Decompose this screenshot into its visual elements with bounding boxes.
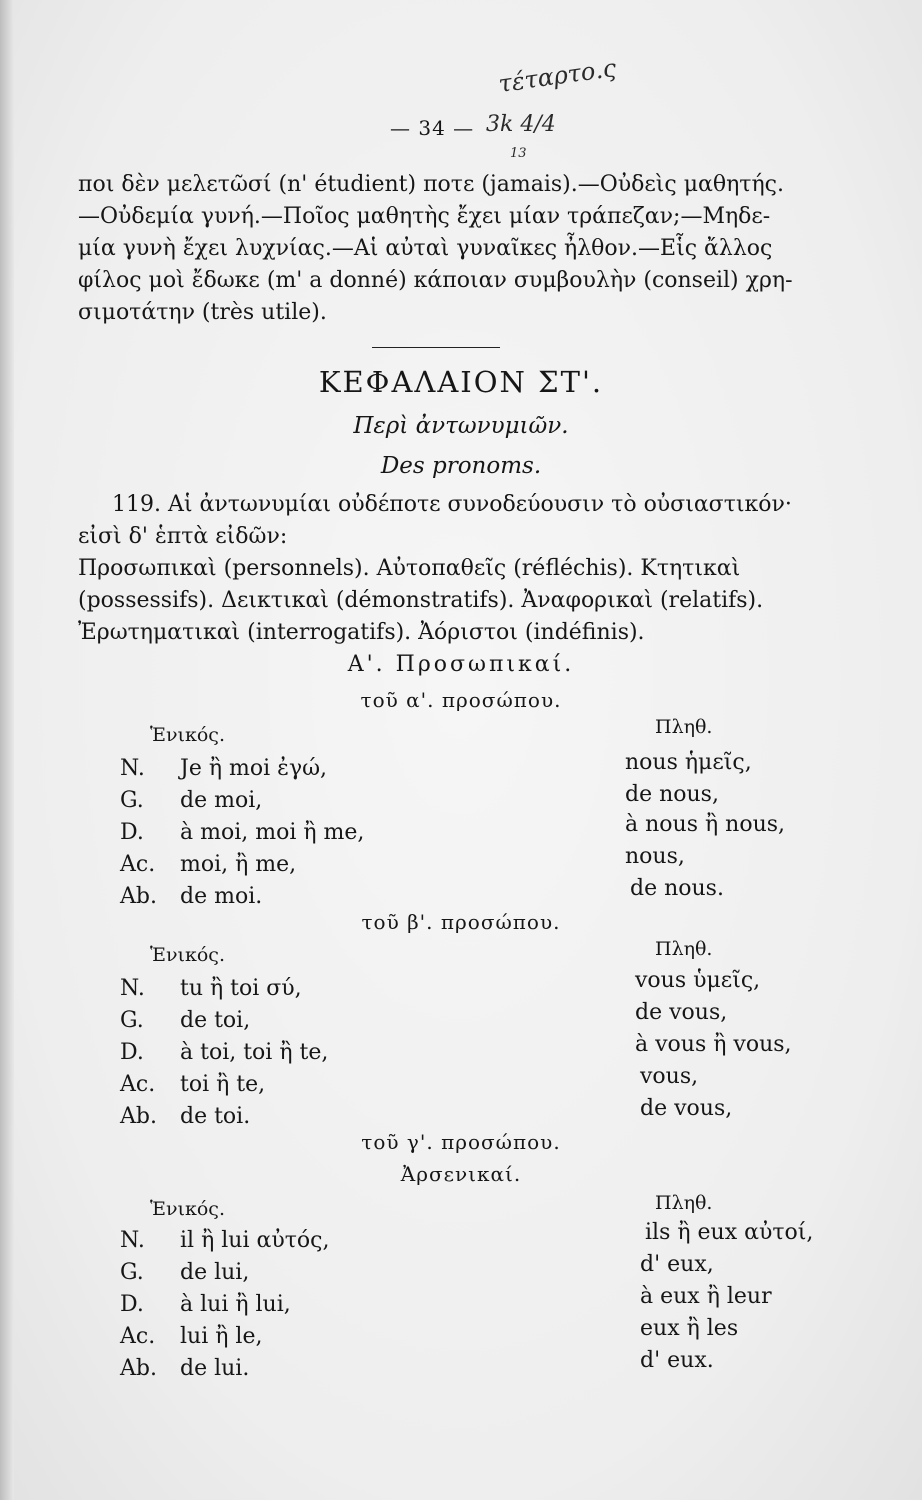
- plural-form: à nous ἢ nous,: [625, 812, 786, 837]
- case-label: D.: [120, 820, 144, 845]
- person-title: τοῦ γ'. προσώπου.: [361, 1130, 561, 1154]
- intro-line: —Οὐδεμία γυνή.—Ποῖος μαθητὴς ἔχει μίαν τράπεζαν;—Μηδε-: [78, 204, 771, 229]
- table-row: [120, 1228, 329, 1253]
- singular-form: Je ἢ moi ἐγώ,: [180, 756, 328, 781]
- gender-title: Ἀρσενικαί.: [400, 1162, 522, 1186]
- plural-form: d' eux.: [640, 1348, 714, 1373]
- case-label: D.: [120, 1040, 144, 1065]
- handwritten-shelfmark: 3k 4/4: [486, 112, 556, 137]
- table-row: [120, 756, 327, 781]
- case-label: G.: [120, 788, 144, 813]
- singular-header: Ἑνικός.: [150, 944, 225, 966]
- table-row: [120, 1104, 250, 1129]
- plural-form: nous,: [625, 844, 685, 869]
- subsection-title: Α'. Προσωπικαί.: [347, 652, 575, 677]
- plural-form: de vous,: [640, 1096, 733, 1121]
- plural-form: d' eux,: [640, 1252, 714, 1277]
- table-row: [120, 1072, 265, 1097]
- case-label: G.: [120, 1008, 144, 1033]
- plural-form: de nous,: [625, 782, 719, 807]
- plural-form: à vous ἢ vous,: [635, 1032, 792, 1057]
- plural-header: Πληθ.: [655, 716, 713, 738]
- handwritten-annotation: τέταρτο.ς: [496, 53, 618, 99]
- table-row: [120, 976, 302, 1001]
- case-label: D.: [120, 1292, 144, 1317]
- table-row: [120, 820, 364, 845]
- case-label: N.: [120, 756, 145, 781]
- singular-header: Ἑνικός.: [150, 724, 225, 746]
- plural-form: de nous.: [630, 876, 724, 901]
- table-row: [120, 1324, 262, 1349]
- case-label: Ab.: [120, 1104, 157, 1129]
- singular-form: moi, ἢ me,: [180, 852, 297, 877]
- plural-form: eux ἢ les: [640, 1316, 739, 1341]
- plural-form: vous ὑμεῖς,: [635, 968, 761, 993]
- case-label: N.: [120, 1228, 145, 1253]
- page-edge-shadow: [0, 0, 14, 1500]
- singular-form: à lui ἢ lui,: [180, 1292, 291, 1317]
- case-label: Ab.: [120, 1356, 157, 1381]
- singular-form: de lui,: [180, 1260, 250, 1285]
- singular-header: Ἑνικός.: [150, 1198, 225, 1220]
- table-row: [120, 1292, 291, 1317]
- section-line: Ἐρωτηματικαὶ (interrogatifs). Ἀόριστοι (indéfinis).: [78, 620, 645, 645]
- person-title: τοῦ β'. προσώπου.: [361, 910, 561, 934]
- case-label: N.: [120, 976, 145, 1001]
- case-label: Ac.: [120, 1324, 156, 1349]
- table-row: [120, 1040, 328, 1065]
- singular-form: à moi, moi ἢ me,: [180, 820, 365, 845]
- singular-form: toi ἢ te,: [180, 1072, 266, 1097]
- page-number: — 34 —: [390, 116, 475, 140]
- table-row: [120, 1356, 249, 1381]
- plural-form: à eux ἢ leur: [640, 1284, 772, 1309]
- table-row: [120, 884, 262, 909]
- case-label: G.: [120, 1260, 144, 1285]
- handwritten-subnumber: 13: [510, 146, 527, 161]
- section-line: (possessifs). Δεικτικαὶ (démonstratifs). Ἀναφορικαὶ (relatifs).: [78, 588, 764, 613]
- intro-line: ποι δὲν μελετῶσί (n' étudient) ποτε (jamais).—Οὐδεὶς μαθητής.: [78, 172, 784, 197]
- plural-form: vous,: [640, 1064, 699, 1089]
- plural-form: de vous,: [635, 1000, 728, 1025]
- singular-form: lui ἢ le,: [180, 1324, 263, 1349]
- case-label: Ac.: [120, 1072, 156, 1097]
- table-row: [120, 1260, 249, 1285]
- intro-line: σιμοτάτην (très utile).: [78, 300, 327, 325]
- case-label: Ac.: [120, 852, 156, 877]
- intro-line: μία γυνὴ ἔχει λυχνίας.—Αἱ αὐταὶ γυναῖκες ἦλθον.—Εἷς ἄλλος: [78, 236, 773, 261]
- singular-form: de moi.: [180, 884, 263, 909]
- chapter-title: ΚΕΦΑΛΑΙΟΝ ΣΤ'.: [318, 365, 604, 399]
- chapter-subtitle-french: Des pronoms.: [380, 453, 542, 479]
- singular-form: de moi,: [180, 788, 263, 813]
- chapter-subtitle-greek: Περὶ ἀντωνυμιῶν.: [353, 413, 569, 439]
- singular-form: à toi, toi ἢ te,: [180, 1040, 329, 1065]
- intro-line: φίλος μοὶ ἔδωκε (m' a donné) κάποιαν συμβουλὴν (conseil) χρη-: [78, 268, 793, 293]
- singular-form: de toi.: [180, 1104, 251, 1129]
- section-line: εἰσὶ δ' ἑπτὰ εἰδῶν:: [78, 524, 288, 549]
- section-line: 119. Αἱ ἀντωνυμίαι οὐδέποτε συνοδεύουσιν τὸ οὐσιαστικόν·: [112, 492, 792, 517]
- case-label: Ab.: [120, 884, 157, 909]
- singular-form: tu ἢ toi σύ,: [180, 976, 302, 1001]
- plural-form: ils ἢ eux αὐτοί,: [645, 1220, 814, 1245]
- table-row: [120, 788, 262, 813]
- plural-form: nous ἡμεῖς,: [625, 750, 752, 775]
- section-divider: [372, 347, 500, 348]
- plural-header: Πληθ.: [655, 1192, 713, 1214]
- singular-form: il ἢ lui αὐτός,: [180, 1228, 330, 1253]
- plural-header: Πληθ.: [655, 938, 713, 960]
- person-title: τοῦ α'. προσώπου.: [360, 688, 562, 712]
- section-line: Προσωπικαὶ (personnels). Αὐτοπαθεῖς (réfléchis). Κτητικαὶ: [78, 556, 741, 581]
- singular-form: de lui.: [180, 1356, 250, 1381]
- singular-form: de toi,: [180, 1008, 251, 1033]
- table-row: [120, 1008, 250, 1033]
- table-row: [120, 852, 296, 877]
